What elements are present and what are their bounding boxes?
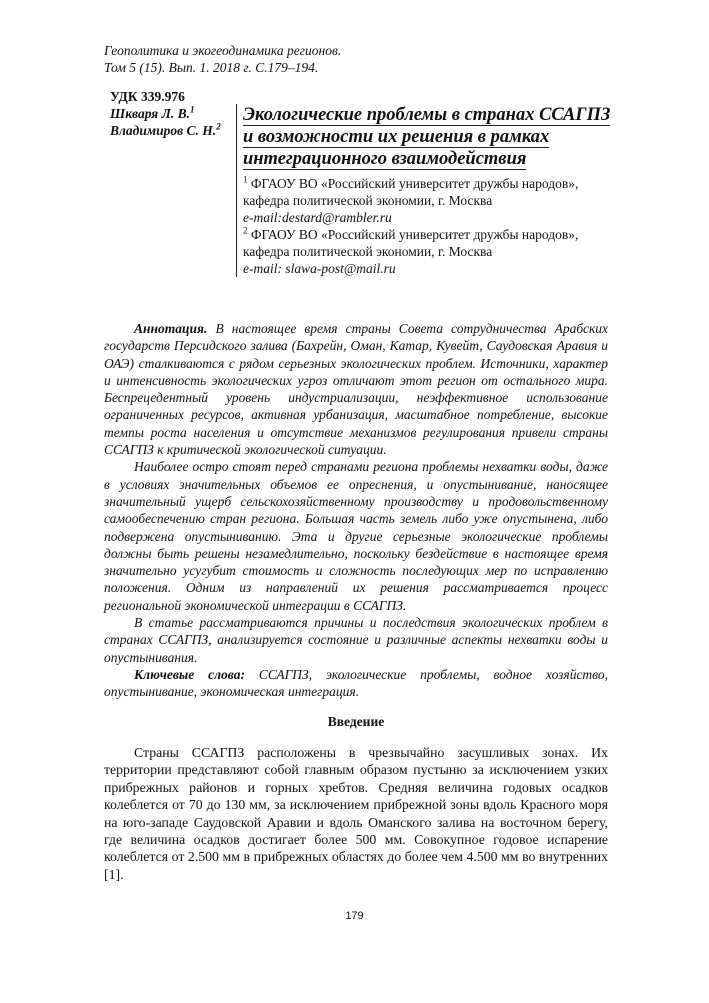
- journal-issue: Том 5 (15). Вып. 1. 2018 г. С.179–194.: [104, 60, 319, 75]
- author-1: Шкваря Л. В.$^1$: [110, 104, 195, 121]
- email-1: e-mail:destard@rambler.ru: [243, 210, 392, 225]
- author-2-sup: 2: [216, 121, 221, 132]
- body-text: [104, 744, 608, 883]
- udk-code: УДК 339.976: [110, 89, 185, 104]
- author-2: Владимиров С. Н.$^2$: [110, 121, 221, 138]
- abstract-paragraph-3: В статье рассматриваются причины и последствия экологических проблем в странах ССАГПЗ, анализируется состояние и различные аспекты нехватки воды и опустынивания.: [104, 615, 608, 665]
- abstract: [104, 320, 608, 701]
- title-block: [236, 104, 618, 277]
- keywords-label: Ключевые слова:: [134, 666, 245, 682]
- page-number: 179: [345, 910, 364, 922]
- abstract-label: Аннотация.: [134, 321, 208, 336]
- author-1-sup: 1: [190, 104, 195, 115]
- article-title: Экологические проблемы в странах ССАГПЗ и возможности их решения в рамках интеграционного взаимодействия: [243, 105, 611, 169]
- body-paragraph-1: Страны ССАГПЗ расположены в чрезвычайно засушливых зонах. Их территории представляют собой главным образом пустыню за исключением узких прибрежных районов и горных хребтов. Средняя величина годовых осадков колеблется от 70 до 130 мм, за исключением прибрежной зоны вдоль Красного моря на юго-западе Саудовской Аравии и вдоль Оманского залива на восточном берегу, где величина осадков достигает более 500 мм. Совокупное годовое испарение колеблется от 2.500 мм в прибрежных областях до более чем 4.500 мм во внутренних [1].: [104, 745, 608, 882]
- abstract-paragraph-1: Аннотация. В настоящее время страны Совета сотрудничества Арабских государств Персидского залива (Бахрейн, Оман, Катар, Кувейт, Саудовская Аравия и ОАЭ) сталкиваются с рядом серьезных экологических проблем. Источники, характер и интенсивность экологических угроз отличают этот регион от остального мира. Беспрецедентный уровень индустриализации, неэффективное использование ограниченных ресурсов, активная урбанизация, масштабное потребление, высокие темпы роста населения и отсутствие механизмов регулирования привели страны ССАГПЗ к критической экологической ситуации.: [104, 321, 609, 458]
- author-block: [110, 88, 235, 139]
- keywords: Ключевые слова: ССАГПЗ, экологические проблемы, водное хозяйство, опустынивание, экономическая интеграция.: [104, 666, 608, 700]
- section-heading: Введение: [327, 714, 385, 729]
- journal-title: Геополитика и экогеодинамика регионов.: [104, 43, 342, 58]
- abstract-paragraph-2: Наиболее остро стоят перед странами региона проблемы нехватки воды, даже в условиях значительных объемов ее опреснения, и опустынивание, наносящее значительный ущерб сельскохозяйственному производству и продовольственному самообеспечению стран региона. Большая часть земель либо уже опустынена, либо подвержена опустыниванию. Эта и другие серьезные экологические проблемы должны быть решены незамедлительно, поскольку бездействие в настоящее время значительно усугубит стоимость и сложность последующих мер по исправлению положения. Одним из направлений их решения рассматривается процесс региональной экономической интеграции в ССАГПЗ.: [104, 459, 608, 613]
- affiliation-1: $^1$ ФГАОУ ВО «Российский университет дружбы народов», кафедра политической экономии, г. Москва e-mail:destard@rambler.ru: [243, 174, 579, 225]
- affiliation-2: $^2$ ФГАОУ ВО «Российский университет дружбы народов», кафедра политической экономии, г. Москва e-mail: slawa-post@mail.ru: [243, 225, 579, 276]
- email-2: e-mail: slawa-post@mail.ru: [243, 261, 396, 276]
- journal-header: [104, 42, 624, 76]
